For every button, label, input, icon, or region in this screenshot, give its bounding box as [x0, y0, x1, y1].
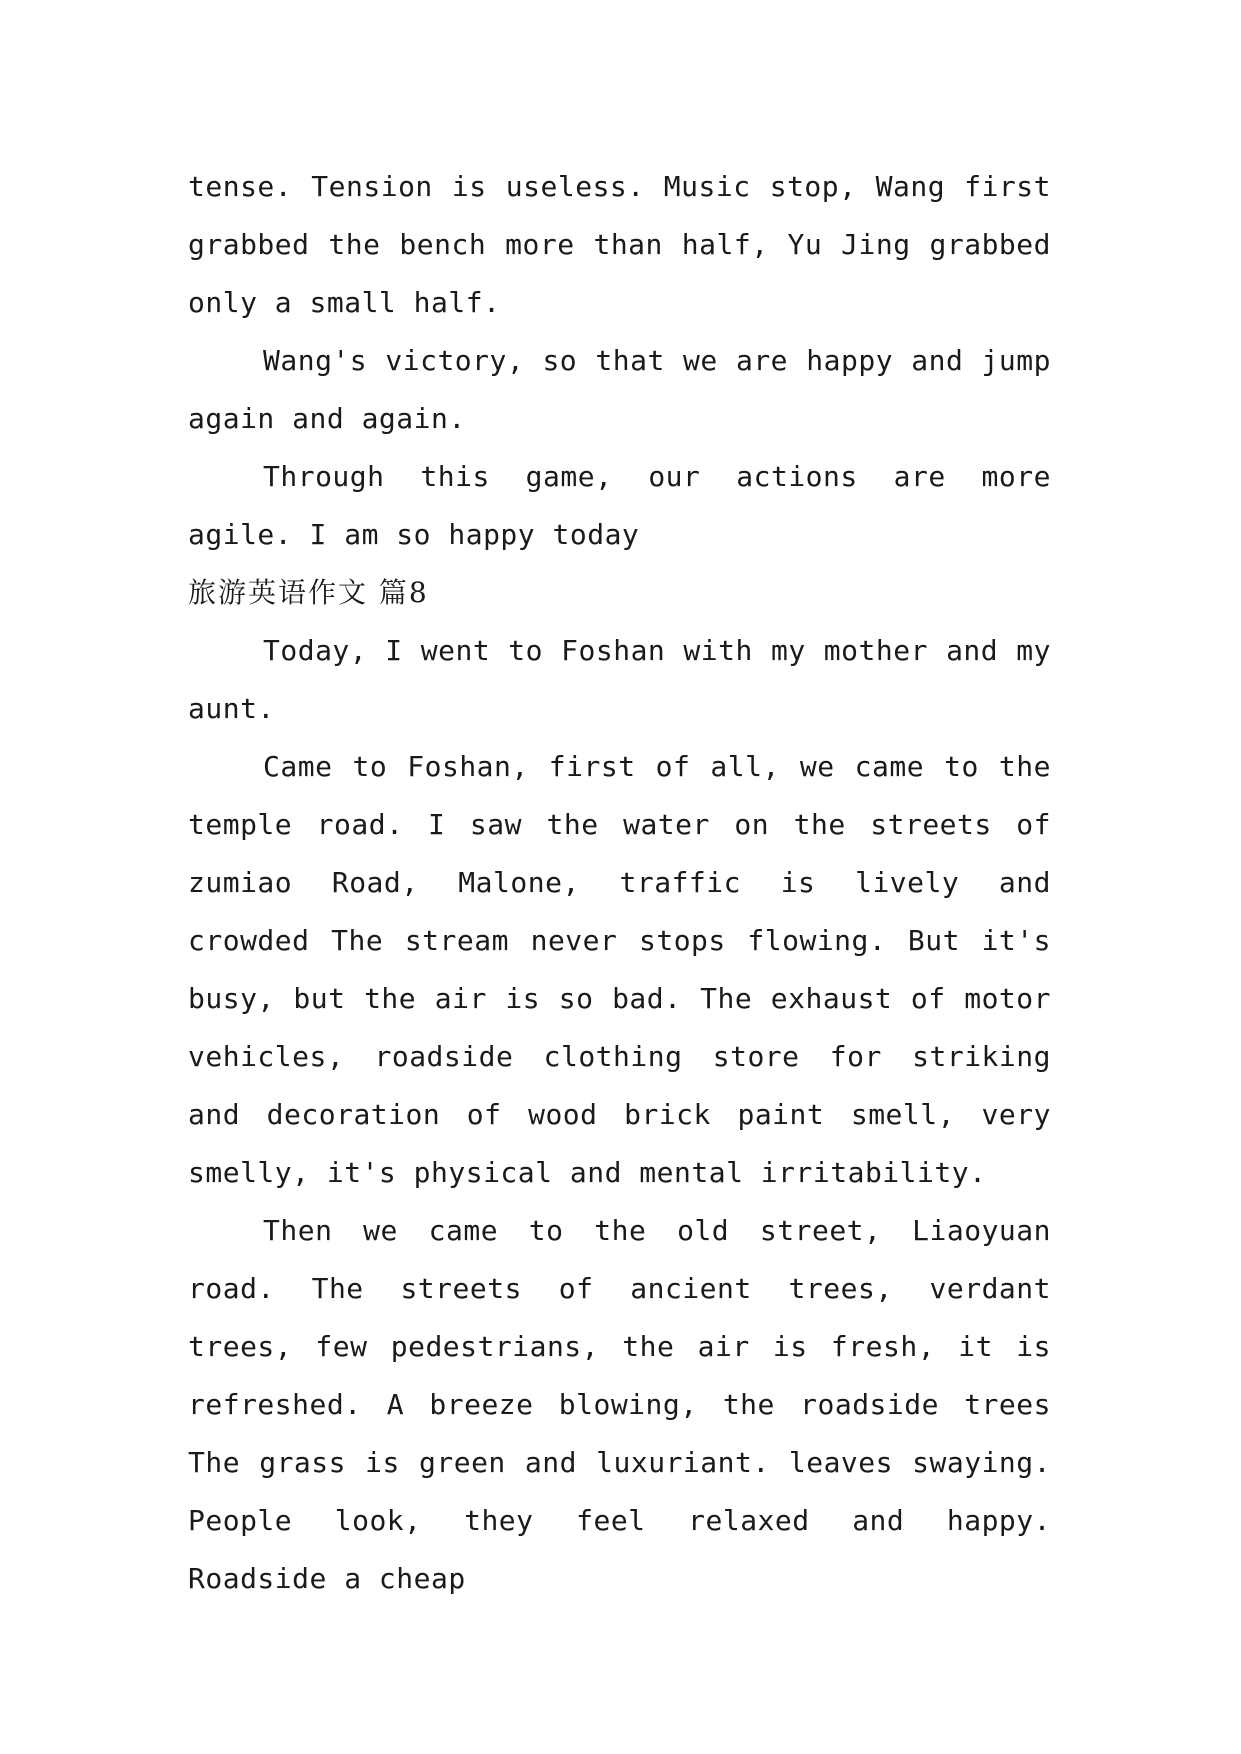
paragraph: Today, I went to Foshan with my mother and my aunt. — [188, 634, 1051, 725]
paragraph: Then we came to the old street, Liaoyuan road. The streets of ancient trees, verdant trees, few pedestrians, the air is fresh, it is refreshed. A breeze blowing, the roadside trees The grass is green and luxuriant. leaves swaying. People look, they feel relaxed and happy. Roadside a cheap — [188, 1214, 1051, 1595]
section-heading: 旅游英语作文 篇8 — [188, 576, 429, 609]
paragraph: Wang's victory, so that we are happy and jump again and again. — [188, 344, 1051, 435]
document-page — [188, 158, 1051, 1608]
paragraph: Through this game, our actions are more agile. I am so happy today — [188, 460, 1051, 551]
paragraph: tense. Tension is useless. Music stop, Wang first grabbed the bench more than half, Yu Jing grabbed only a small half. — [188, 170, 1051, 319]
paragraph: Came to Foshan, first of all, we came to the temple road. I saw the water on the streets of zumiao Road, Malone, traffic is lively and crowded The stream never stops flowing. But it's busy, but the air is so bad. The exhaust of motor vehicles, roadside clothing store for striking and decoration of wood brick paint smell, very smelly, it's physical and mental irritability. — [188, 750, 1051, 1189]
